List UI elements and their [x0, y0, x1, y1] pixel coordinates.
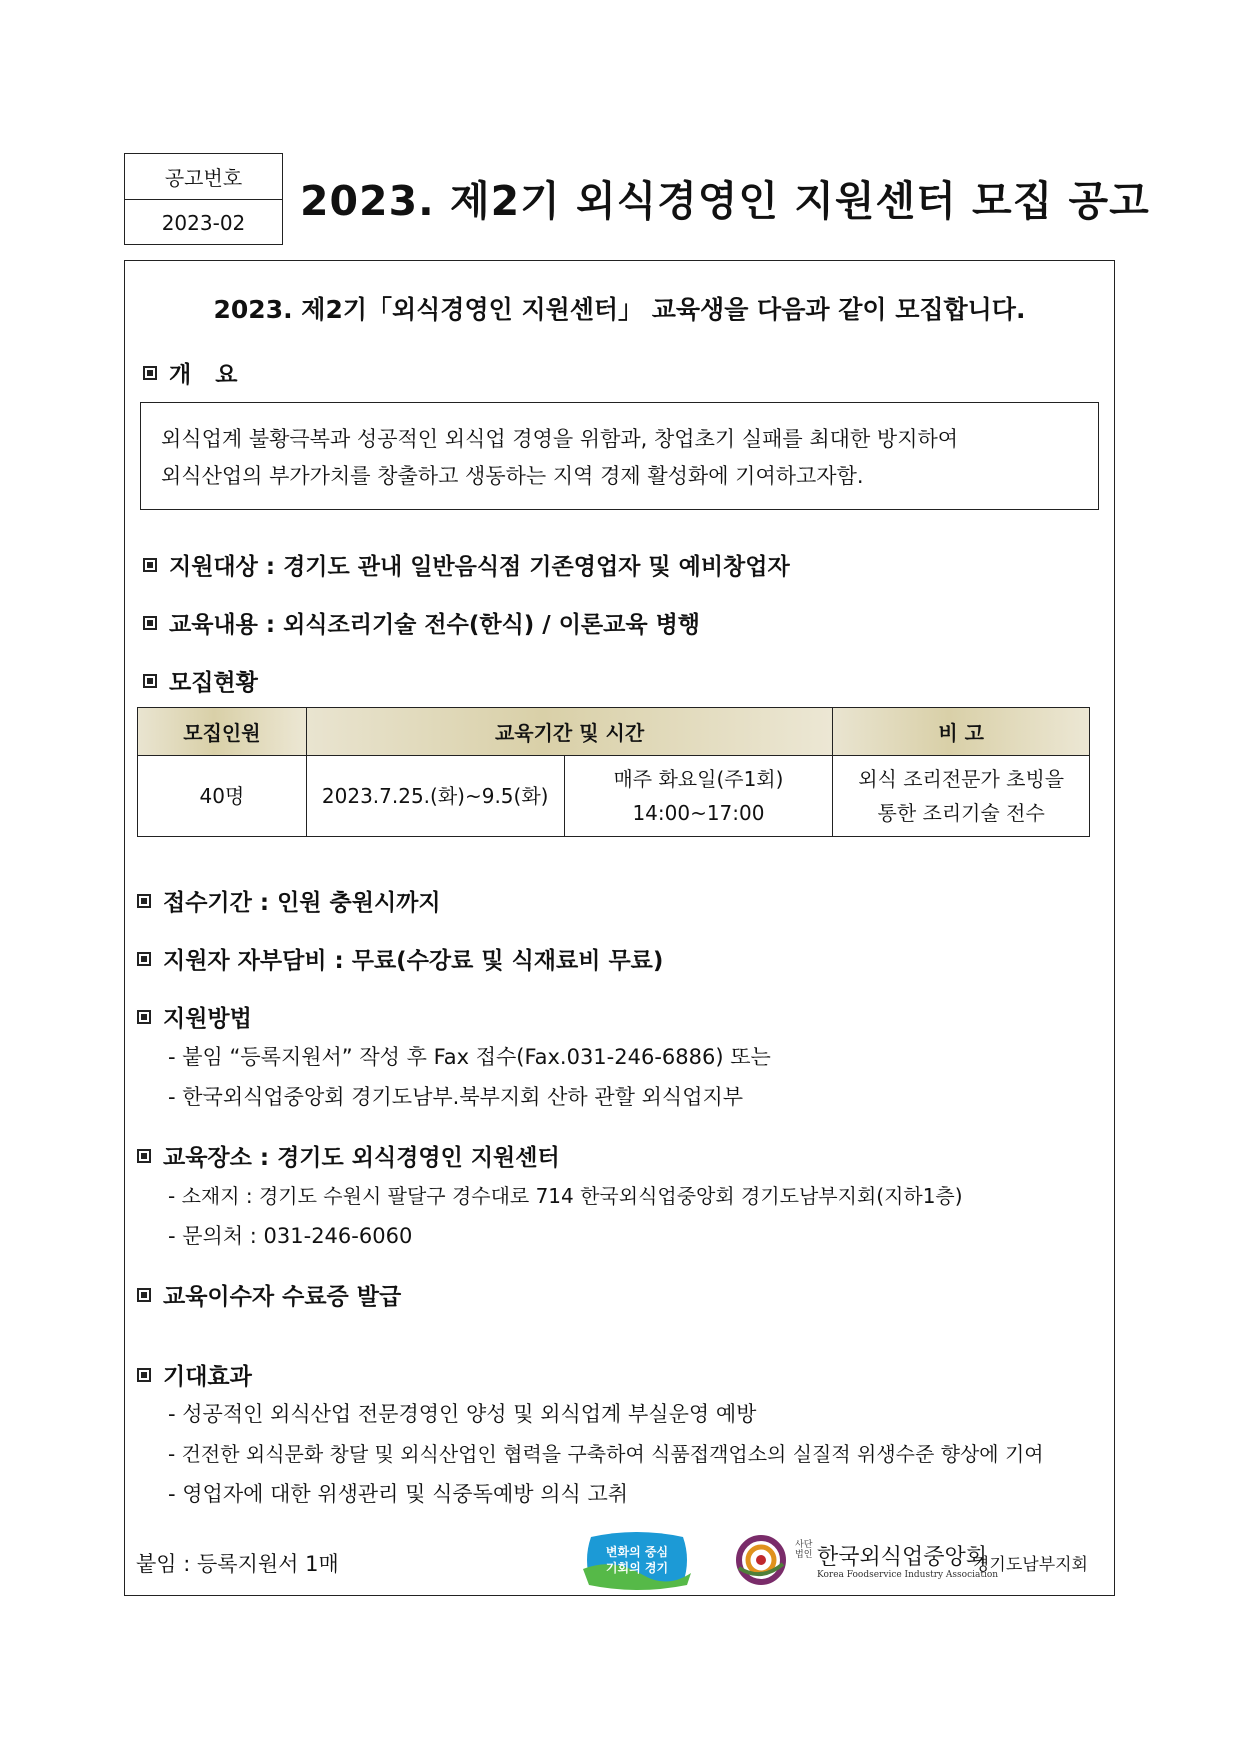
table-header-row [138, 708, 1090, 756]
cell-count: 40명 [138, 756, 307, 837]
section-target: 지원대상 : 경기도 관내 일반음식점 기존영업자 및 예비창업자 [143, 548, 790, 581]
effect-item: - 건전한 외식문화 창달 및 외식산업인 협력을 구축하여 식품접객업소의 실질적 위생수준 향상에 기여 [168, 1442, 1044, 1466]
section-certificate: 교육이수자 수료증 발급 [137, 1278, 401, 1311]
square-bullet-icon [143, 674, 157, 688]
notice-number: 2023-02 [125, 199, 282, 245]
square-bullet-icon [137, 894, 151, 908]
page-title: 2023. 제2기 외식경영인 지원센터 모집 공고 [300, 177, 1150, 225]
slogan-line: 변화의 중심 [605, 1545, 669, 1559]
square-bullet-icon [143, 366, 157, 380]
square-bullet-icon [137, 952, 151, 966]
section-recruit-heading: 모집현황 [143, 664, 258, 697]
cell-note [833, 756, 1090, 837]
place-item: - 문의처 : 031-246-6060 [168, 1224, 413, 1248]
schedule-day: 매주 화요일(주1회) [613, 767, 784, 791]
cell-period: 2023.7.25.(화)~9.5(화) [306, 756, 564, 837]
section-cost: 지원자 자부담비 : 무료(수강료 및 식재료비 무료) [137, 942, 663, 975]
effect-item: - 성공적인 외식산업 전문경영인 양성 및 외식업계 부실운영 예방 [168, 1402, 757, 1426]
note-line: 통한 조리기술 전수 [877, 801, 1045, 825]
section-content: 교육내용 : 외식조리기술 전수(한식) / 이론교육 병행 [143, 606, 700, 639]
section-overview-heading: 개 요 [143, 356, 237, 389]
notice-label: 공고번호 [164, 166, 243, 190]
org-prefix: 사단 법인 [795, 1540, 813, 1560]
attachment-note: 붙임 : 등록지원서 1매 [136, 1552, 339, 1576]
table-row [138, 756, 1090, 837]
square-bullet-icon [143, 558, 157, 572]
section-method-heading: 지원방법 [137, 1000, 252, 1033]
col-header-period: 교육기간 및 시간 [306, 708, 833, 756]
section-reception: 접수기간 : 인원 충원시까지 [137, 884, 441, 917]
section-effects-heading: 기대효과 [137, 1358, 252, 1391]
square-bullet-icon [143, 616, 157, 630]
method-item: - 한국외식업중앙회 경기도남부.북부지회 산하 관할 외식업지부 [168, 1085, 744, 1109]
overview-line: 외식산업의 부가가치를 창출하고 생동하는 지역 경제 활성화에 기여하고자함. [161, 464, 864, 488]
overview-line: 외식업계 불황극복과 성공적인 외식업 경영을 위함과, 창업초기 실패를 최대한 방지하여 [161, 427, 959, 451]
notice-number-box [124, 153, 283, 245]
method-item: - 붙임 “등록지원서” 작성 후 Fax 접수(Fax.031-246-6886) 또는 [168, 1045, 771, 1069]
col-header-note: 비 고 [833, 708, 1090, 756]
effect-item: - 영업자에 대한 위생관리 및 식중독예방 의식 고취 [168, 1482, 629, 1506]
org-branch: 경기도남부지회 [973, 1555, 1088, 1575]
col-header-count: 모집인원 [138, 708, 307, 756]
note-line: 외식 조리전문가 초빙을 [858, 767, 1065, 791]
org-english-name: Korea Foodservice Industry Association [817, 1570, 999, 1580]
cell-schedule [564, 756, 833, 837]
place-item: - 소재지 : 경기도 수원시 팔달구 경수대로 714 한국외식업중앙회 경기도남부지회(지하1층) [168, 1184, 963, 1208]
schedule-time: 14:00~17:00 [632, 801, 765, 825]
square-bullet-icon [137, 1149, 151, 1163]
square-bullet-icon [137, 1368, 151, 1382]
gyeonggi-slogan-logo [583, 1529, 691, 1591]
recruit-table [137, 707, 1090, 837]
section-place-heading: 교육장소 : 경기도 외식경영인 지원센터 [137, 1139, 560, 1172]
association-emblem-icon [735, 1534, 787, 1586]
org-name: 한국외식업중앙회 [817, 1545, 988, 1570]
intro-heading: 2023. 제2기「외식경영인 지원센터」 교육생을 다음과 같이 모집합니다. [213, 295, 1026, 324]
square-bullet-icon [137, 1288, 151, 1302]
slogan-line: 기회의 경기 [605, 1561, 669, 1575]
square-bullet-icon [137, 1010, 151, 1024]
overview-box [140, 402, 1099, 510]
